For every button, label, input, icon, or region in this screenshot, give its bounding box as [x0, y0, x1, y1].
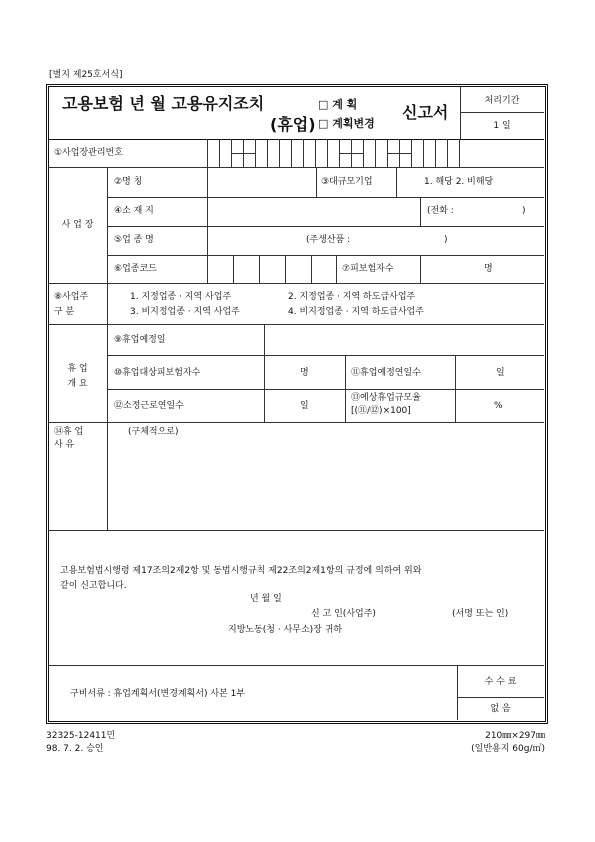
title-sub: (휴업) [270, 115, 316, 134]
phone-label: (전화 : [427, 206, 454, 216]
business-number-label: ①사업장관리번호 [54, 148, 123, 158]
industry-name-label: ⑤업 종 명 [114, 235, 154, 245]
reason-label-2: 사 유 [54, 440, 75, 450]
insured-count-unit: 명 [484, 264, 493, 274]
target-insured-label: ⑩휴업대상피보험자수 [114, 368, 201, 378]
target-insured-unit: 명 [300, 368, 309, 378]
overview-label: 휴 업 [67, 364, 88, 374]
main-product-close: ) [444, 235, 448, 245]
work-days-unit: 일 [300, 401, 309, 411]
planned-date-field[interactable] [265, 325, 543, 354]
business-number-boxes[interactable] [207, 139, 460, 167]
processing-value: 1 일 [493, 121, 511, 131]
title-main: 고용보험 년 월 고용유지조치 [62, 94, 265, 113]
declaration-text: 고용보험법시행령 제17조의2제2항 및 동법시행규칙 제22조의2제1항의 규정에 의하여 위와 [60, 566, 422, 576]
employer-type-label-2: 구 분 [54, 307, 75, 317]
industry-code-boxes[interactable] [207, 255, 337, 283]
insured-count-label: ⑦피보험자수 [342, 264, 394, 274]
address-field[interactable] [208, 198, 419, 225]
reporter-label: 신 고 인(사업주) [311, 609, 376, 619]
planned-days-unit: 일 [496, 368, 505, 378]
name-field[interactable] [208, 168, 315, 196]
planned-date-label: ⑨휴업예정일 [114, 335, 166, 345]
footer-paper-size: 210㎜×297㎜ [485, 731, 545, 741]
main-product-label: (주생산품 : [306, 235, 351, 245]
footer-form-code: 32325-12411민 [46, 731, 116, 741]
employer-type-option-1[interactable]: 1. 지정업종 · 지역 사업주 [130, 292, 232, 302]
employer-type-option-3[interactable]: 3. 비지정업종 · 지역 사업주 [130, 307, 240, 317]
declaration-text-2: 같이 신고합니다. [60, 581, 127, 591]
employer-type-option-4[interactable]: 4. 비지정업종 · 지역 하도급사업주 [288, 307, 424, 317]
employer-type-option-2[interactable]: 2. 지정업종 · 지역 하도급사업주 [288, 292, 416, 302]
declaration-date: 년 월 일 [250, 594, 282, 604]
fee-value: 없 음 [490, 704, 511, 714]
address-label: ④소 재 지 [114, 206, 154, 216]
large-enterprise-label: ③대규모기업 [321, 177, 373, 187]
expected-ratio-formula: [(⑪/⑫)×100] [351, 406, 411, 416]
large-enterprise-options[interactable]: 1. 해당 2. 비해당 [424, 177, 494, 187]
industry-code-label: ⑥업종코드 [114, 264, 157, 274]
footer-approval: 98. 7. 2. 승인 [46, 744, 104, 754]
employer-type-label: ⑧사업주 [54, 292, 89, 302]
work-days-label: ⑫소정근로연일수 [114, 401, 184, 411]
form-number-label: [별지 제25호서식] [49, 70, 123, 80]
option-plan[interactable]: □ 계 획 [318, 98, 358, 111]
overview-label-2: 개 요 [67, 379, 88, 389]
attachments-text: 구비서류 : 휴업계획서(변경계획서) 사본 1부 [70, 689, 246, 699]
business-section-label: 사 업 장 [61, 220, 94, 230]
planned-days-label: ⑪휴업예정연일수 [351, 368, 421, 378]
fee-label: 수 수 료 [484, 677, 517, 687]
reason-label: ⑭휴 업 [54, 427, 84, 437]
signature-label: (서명 또는 인) [452, 609, 509, 619]
processing-label: 처리기간 [484, 96, 520, 106]
option-plan-change[interactable]: □ 계획변경 [318, 117, 375, 130]
phone-close: ) [522, 206, 526, 216]
title-report: 신고서 [402, 103, 449, 122]
footer-paper-type: (일반용지 60g/㎡) [471, 744, 545, 754]
addressee: 지방노동(청 · 사무소)장 귀하 [228, 625, 343, 635]
expected-ratio-label: ⑬예상휴업규모율 [351, 393, 421, 403]
reason-textarea[interactable] [108, 440, 543, 529]
reason-hint: (구체적으로) [128, 427, 179, 437]
expected-ratio-unit: % [494, 401, 503, 411]
name-label: ②명 칭 [114, 177, 143, 187]
